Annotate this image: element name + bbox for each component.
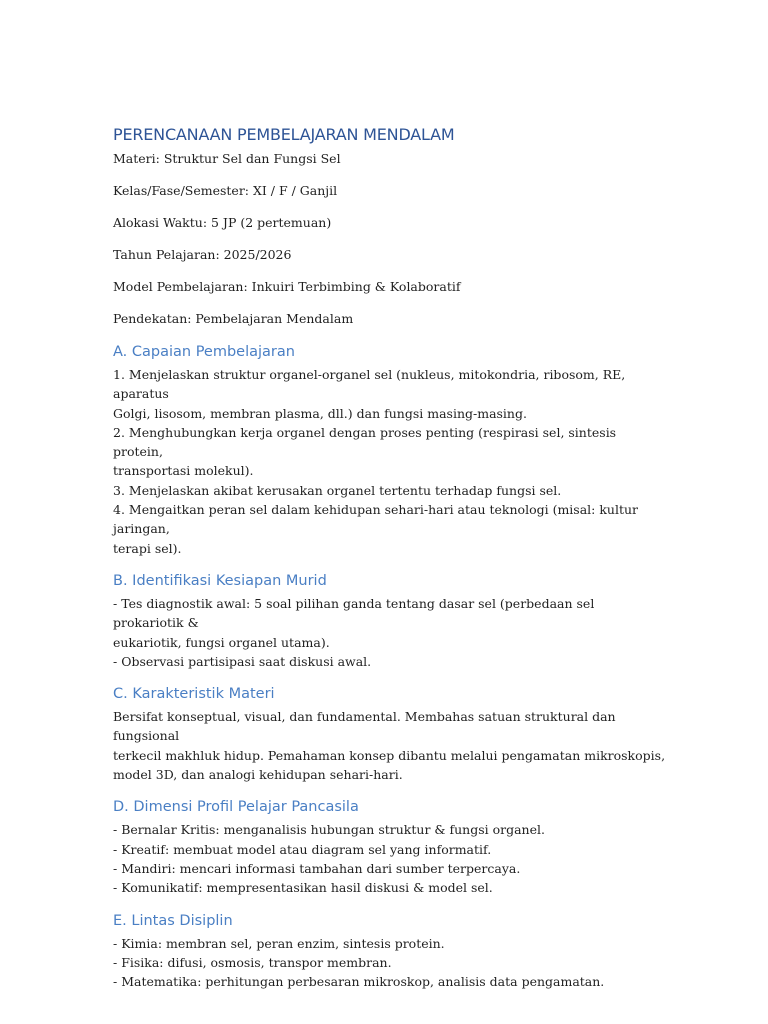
meta-materi: Materi: Struktur Sel dan Fungsi Sel: [113, 151, 341, 166]
section-heading: A. Capaian Pembelajaran: [113, 344, 295, 360]
meta-alokasi: Alokasi Waktu: 5 JP (2 pertemuan): [113, 215, 332, 230]
section-identifikasi-kesiapan: [113, 571, 668, 671]
section-heading: B. Identifikasi Kesiapan Murid: [113, 572, 327, 589]
section-dimensi-profil: [113, 797, 668, 897]
section-heading: D. Dimensi Profil Pelajar Pancasila: [113, 799, 359, 816]
section-lintas-disiplin: [113, 911, 668, 992]
body-line: terapi sel).: [113, 540, 182, 556]
section-karakteristik-materi: [113, 684, 668, 784]
section-heading: C. Karakteristik Materi: [113, 686, 275, 703]
meta-kelas: Kelas/Fase/Semester: XI / F / Ganjil: [113, 183, 338, 198]
sections-container: [113, 342, 668, 991]
body-line: - Mandiri: mencari informasi tambahan dari sumber terpercaya.: [113, 860, 521, 876]
meta-block: [113, 150, 668, 328]
document-title: PERENCANAAN PEMBELAJARAN MENDALAM: [113, 125, 455, 144]
section-heading: E. Lintas Disiplin: [113, 912, 233, 929]
body-line: - Bernalar Kritis: menganalisis hubungan struktur & fungsi organel.: [113, 822, 545, 838]
section-body: [113, 594, 668, 671]
body-line: 1. Menjelaskan struktur organel-organel sel (nukleus, mitokondria, ribosom, RE, aparatus: [113, 367, 626, 402]
body-line: eukariotik, fungsi organel utama).: [113, 634, 330, 650]
body-line: - Komunikatif: mempresentasikan hasil diskusi & model sel.: [113, 880, 493, 896]
section-body: [113, 365, 668, 558]
body-line: Golgi, lisosom, membran plasma, dll.) dan fungsi masing-masing.: [113, 405, 527, 421]
body-line: model 3D, dan analogi kehidupan sehari-hari.: [113, 767, 403, 783]
body-line: terkecil makhluk hidup. Pemahaman konsep dibantu melalui pengamatan mikroskopis,: [113, 747, 666, 763]
body-line: - Matematika: perhitungan perbesaran mikroskop, analisis data pengamatan.: [113, 974, 605, 990]
body-line: 4. Mengaitkan peran sel dalam kehidupan sehari-hari atau teknologi (misal: kultur jaringan,: [113, 502, 639, 537]
body-line: 3. Menjelaskan akibat kerusakan organel tertentu terhadap fungsi sel.: [113, 482, 562, 498]
meta-model: Model Pembelajaran: Inkuiri Terbimbing & Kolaboratif: [113, 279, 461, 294]
body-line: - Kimia: membran sel, peran enzim, sintesis protein.: [113, 935, 445, 951]
body-line: Bersifat konseptual, visual, dan fundamental. Membahas satuan struktural dan fungsional: [113, 709, 616, 744]
body-line: - Kreatif: membuat model atau diagram sel yang informatif.: [113, 841, 492, 857]
meta-tahun: Tahun Pelajaran: 2025/2026: [113, 247, 292, 262]
section-body: [113, 707, 668, 784]
body-line: 2. Menghubungkan kerja organel dengan proses penting (respirasi sel, sintesis protein,: [113, 424, 617, 460]
body-line: - Fisika: difusi, osmosis, transpor membran.: [113, 954, 392, 970]
body-line: - Tes diagnostik awal: 5 soal pilihan ganda tentang dasar sel (perbedaan sel prokariotik &: [113, 595, 595, 631]
section-body: [113, 820, 668, 897]
meta-pendekatan: Pendekatan: Pembelajaran Mendalam: [113, 311, 354, 326]
section-body: [113, 934, 668, 992]
body-line: transportasi molekul).: [113, 463, 254, 479]
body-line: - Observasi partisipasi saat diskusi awal.: [113, 653, 372, 669]
section-capaian-pembelajaran: [113, 342, 668, 558]
